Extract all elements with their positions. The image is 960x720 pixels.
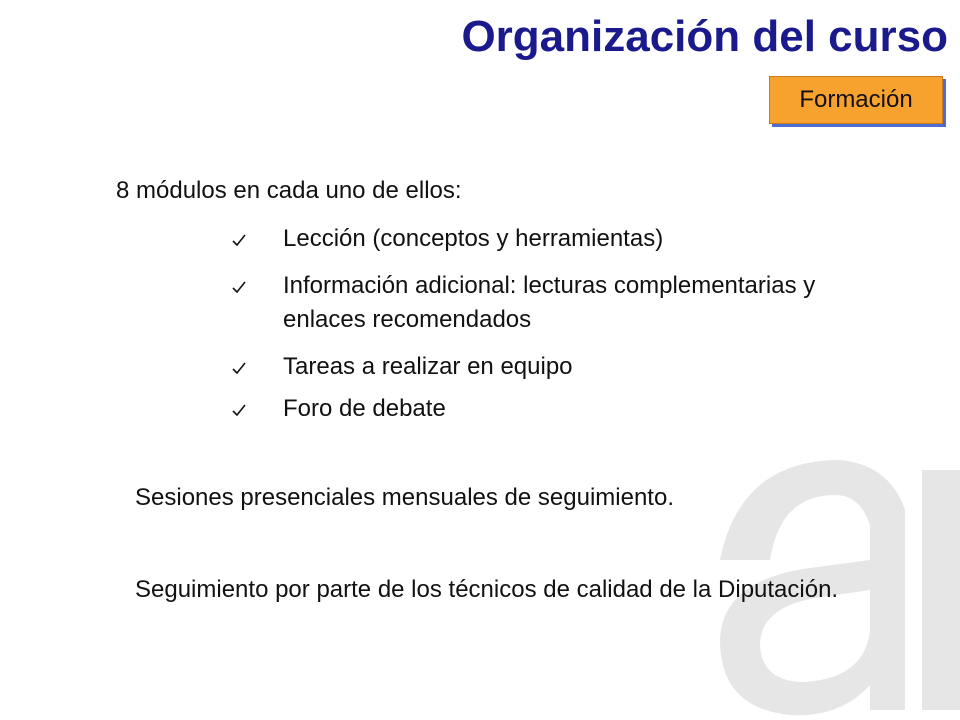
- checkmark-icon: [232, 404, 246, 416]
- sessions-paragraph: Sesiones presenciales mensuales de seguimiento.: [135, 484, 674, 511]
- page-title: Organización del curso: [461, 12, 948, 61]
- list-item-text: Foro de debate: [283, 395, 446, 422]
- list-item-text: Tareas a realizar en equipo: [283, 353, 573, 380]
- followup-paragraph: Seguimiento por parte de los técnicos de calidad de la Diputación.: [135, 576, 839, 603]
- intro-text: 8 módulos en cada uno de ellos:: [116, 177, 462, 204]
- section-tag-label: Formación: [799, 86, 913, 113]
- list-item-text: Lección (conceptos y herramientas): [283, 225, 664, 252]
- list-item: [232, 350, 892, 384]
- list-item: [232, 269, 892, 337]
- checkmark-icon: [232, 234, 246, 246]
- checkmark-icon: [232, 362, 246, 374]
- section-tag: [769, 76, 943, 124]
- list-item-text: Información adicional: lecturas complementarias y enlaces recomendados: [283, 272, 816, 333]
- list-item: [232, 222, 892, 256]
- checkmark-icon: [232, 281, 246, 293]
- list-item: [232, 392, 892, 426]
